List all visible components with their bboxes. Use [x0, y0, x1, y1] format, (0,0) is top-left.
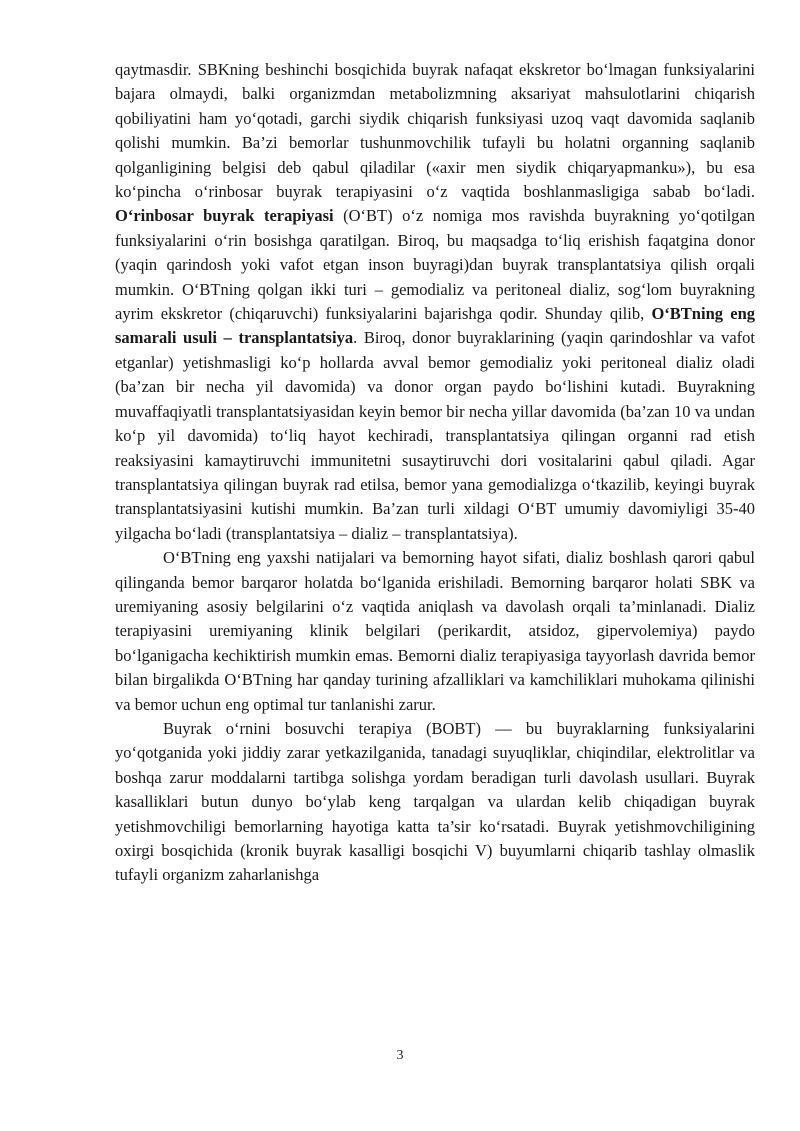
paragraph-text: . Biroq, donor buyraklarining (yaqin qarindoshlar va vafot etganlar) yetishmasligi ko‘p hollarda avval bemor gemodializ yoki peritoneal dializ oladi (ba’zan bir necha yil davomida) va donor organ paydo bo‘lishini kutadi. Buyrakning muvaffaqiyatli transplantatsiyasidan keyin bemor bir necha yillar davomida (ba’zan 10 va undan ko‘p yil davomida) to‘liq hayot kechiradi, transplantatsiya qilingan organni rad etish reaksiyasini kamaytiruvchi immunitetni susaytiruvchi dori vositalarini qabul qiladi. Agar transplantatsiya qilingan buyrak rad etilsa, bemor yana gemodializga o‘tkazilib, keyingi buyrak transplantatsiyasini kutishi mumkin. Ba’zan turli xildagi O‘BT umumiy davomiyligi 35-40 yilgacha bo‘ladi (transplantatsiya – dializ – transplantatsiya). — [115, 328, 756, 543]
bold-term-replacement-therapy: O‘rinbosar buyrak terapiyasi — [115, 206, 334, 226]
paragraph-1 — [115, 58, 755, 546]
paragraph-3 — [115, 717, 755, 888]
bold-term-transplantation: O‘BTning eng samarali usuli – transplantatsiya — [115, 304, 756, 348]
page-number: 3 — [396, 1048, 404, 1063]
document-page — [115, 58, 755, 888]
paragraph-text: (O‘BT) o‘z nomiga mos ravishda buyrakning yo‘qotilgan funksiyalarini o‘rin bosishga qaratilgan. Biroq, bu maqsadga to‘liq erishish faqatgina donor (yaqin qarindosh yoki vafot etgan inson buyragi)dan buyrak transplantatsiya qilish orqali mumkin. O‘BTning qolgan ikki turi – gemodializ va peritoneal dializ, sog‘lom buyrakning ayrim ekskretor (chiqaruvchi) funksiyalarini bajarishga qodir. Shunday qilib, — [115, 206, 755, 324]
paragraph-text: qaytmasdir. SBKning beshinchi bosqichida buyrak nafaqat ekskretor bo‘lmagan funksiyalarini bajara olmaydi, balki organizmdan metabolizmning aksariyat mahsulotlarini chiqarish qobiliyatini ham yo‘qotadi, garchi siydik chiqarish funksiyasi uzoq vaqt davomida saqlanib qolishi mumkin. Ba’zi bemorlar tushunmovchilik tufayli bu holatni organning saqlanib qolganligining belgisi deb qabul qiladilar («axir men siydik chiqaryapmanku»), bu esa ko‘pincha o‘rinbosar buyrak terapiyasini o‘z vaqtida boshlanmasligiga sabab bo‘ladi. — [115, 60, 755, 202]
paragraph-2 — [115, 546, 755, 717]
paragraph-text: O‘BTning eng yaxshi natijalari va bemorning hayot sifati, dializ boshlash qarori qabul qilinganda bemor barqaror holatda bo‘lganida erishiladi. Bemorning barqaror holati SBK va uremiyaning asosiy belgilarini o‘z vaqtida aniqlash va davolash orqali ta’minlanadi. Dializ terapiyasini uremiyaning klinik belgilari (perikardit, atsidoz, gipervolemiya) paydo bo‘lganigacha kechiktirish mumkin emas. Bemorni dializ terapiyasiga tayyorlash davrida bemor bilan birgalikda O‘BTning har qanday turining afzalliklari va kamchiliklari muhokama qilinishi va bemor uchun eng optimal tur tanlanishi zarur. — [115, 548, 755, 714]
paragraph-text: Buyrak o‘rnini bosuvchi terapiya (BOBT) — bu buyraklarning funksiyalarini yo‘qotganida yoki jiddiy zarar yetkazilganida, tanadagi suyuqliklar, chiqindilar, elektrolitlar va boshqa zarur moddalarni tartibga solishga yordam beradigan turli davolash usullari. Buyrak kasalliklari butun dunyo bo‘ylab keng tarqalgan va ulardan kelib chiqadigan buyrak yetishmovchiligi bemorlarning hayotiga katta ta’sir ko‘rsatadi. Buyrak yetishmovchiligining oxirgi bosqichida (kronik buyrak kasalligi bosqichi V) buyumlarni chiqarib tashlay olmaslik tufayli organizm zaharlanishga — [115, 718, 755, 885]
